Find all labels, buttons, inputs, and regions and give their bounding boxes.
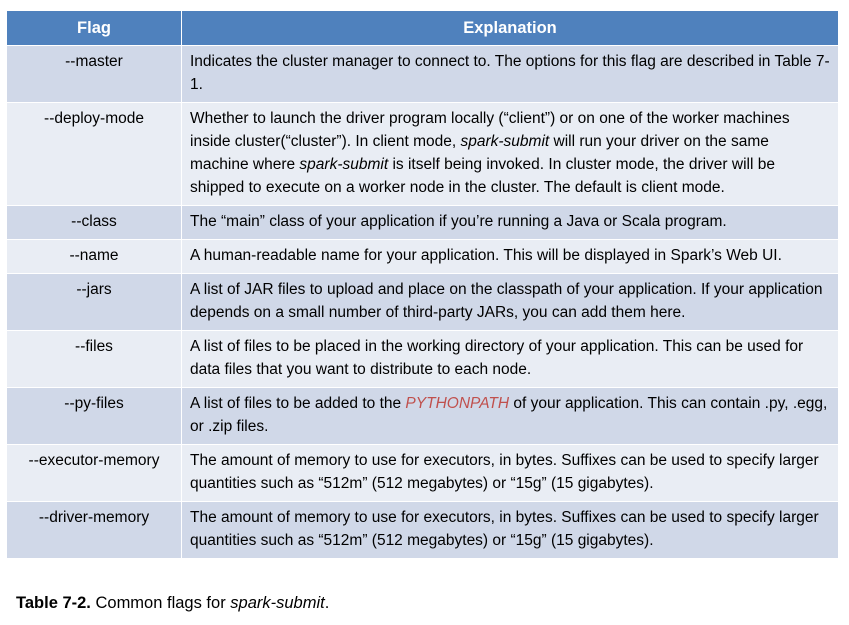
explanation-cell: A human-readable name for your application. This will be displayed in Spark’s Web UI. bbox=[182, 240, 839, 274]
flag-cell: --driver-memory bbox=[7, 502, 182, 559]
caption-end: . bbox=[324, 594, 330, 612]
table-row-files bbox=[7, 331, 839, 388]
flag-column-header: Flag bbox=[7, 11, 182, 46]
caption-label: Table 7-2. bbox=[16, 594, 91, 612]
explanation-text: will run your driver on the same machine where bbox=[190, 133, 769, 173]
explanation-cell: A list of JAR files to upload and place on the classpath of your application. If your application depends on a small number of third-party JARs, you can add them here. bbox=[182, 274, 839, 331]
explanation-text: Whether to launch the driver program locally (“client”) or on one of the worker machines inside cluster(“cluster”). In client mode, bbox=[190, 110, 790, 150]
explanation-text: A list of files to be added to the bbox=[190, 395, 406, 412]
table-header-row bbox=[7, 11, 839, 46]
table-row-deploy-mode bbox=[7, 103, 839, 206]
pythonpath-term: PYTHONPATH bbox=[405, 395, 510, 412]
flag-cell: --files bbox=[7, 331, 182, 388]
table-row-driver-memory bbox=[7, 502, 839, 559]
table-caption bbox=[16, 592, 329, 614]
caption-command: spark-submit bbox=[230, 594, 325, 612]
explanation-cell bbox=[182, 388, 839, 445]
table-row-master bbox=[7, 46, 839, 103]
flag-cell: --py-files bbox=[7, 388, 182, 445]
explanation-cell: The “main” class of your application if you’re running a Java or Scala program. bbox=[182, 206, 839, 240]
flag-cell: --executor-memory bbox=[7, 445, 182, 502]
explanation-column-header: Explanation bbox=[182, 11, 839, 46]
caption-text: Common flags for bbox=[90, 594, 231, 612]
flag-cell: --deploy-mode bbox=[7, 103, 182, 206]
flag-cell: --master bbox=[7, 46, 182, 103]
table-row-class bbox=[7, 206, 839, 240]
explanation-cell: The amount of memory to use for executors, in bytes. Suffixes can be used to specify larger quantities such as “512m” (512 megabytes) or “15g” (15 gigabytes). bbox=[182, 502, 839, 559]
flag-cell: --jars bbox=[7, 274, 182, 331]
table-row-jars bbox=[7, 274, 839, 331]
explanation-cell: The amount of memory to use for executors, in bytes. Suffixes can be used to specify larger quantities such as “512m” (512 megabytes) or “15g” (15 gigabytes). bbox=[182, 445, 839, 502]
table-row-py-files bbox=[7, 388, 839, 445]
spark-submit-flags-table bbox=[6, 10, 839, 559]
explanation-text: of your application. This can contain .py, .egg, or .zip files. bbox=[190, 395, 828, 435]
flag-cell: --name bbox=[7, 240, 182, 274]
spark-submit-term: spark-submit bbox=[299, 156, 389, 173]
table-row-name bbox=[7, 240, 839, 274]
spark-submit-term: spark-submit bbox=[460, 133, 550, 150]
flag-cell: --class bbox=[7, 206, 182, 240]
explanation-cell: Indicates the cluster manager to connect to. The options for this flag are described in Table 7-1. bbox=[182, 46, 839, 103]
explanation-text: is itself being invoked. In cluster mode, the driver will be shipped to execute on a worker node in the cluster. The default is client mode. bbox=[190, 156, 775, 196]
explanation-cell: A list of files to be placed in the working directory of your application. This can be used for data files that you want to distribute to each node. bbox=[182, 331, 839, 388]
table-row-executor-memory bbox=[7, 445, 839, 502]
explanation-cell bbox=[182, 103, 839, 206]
